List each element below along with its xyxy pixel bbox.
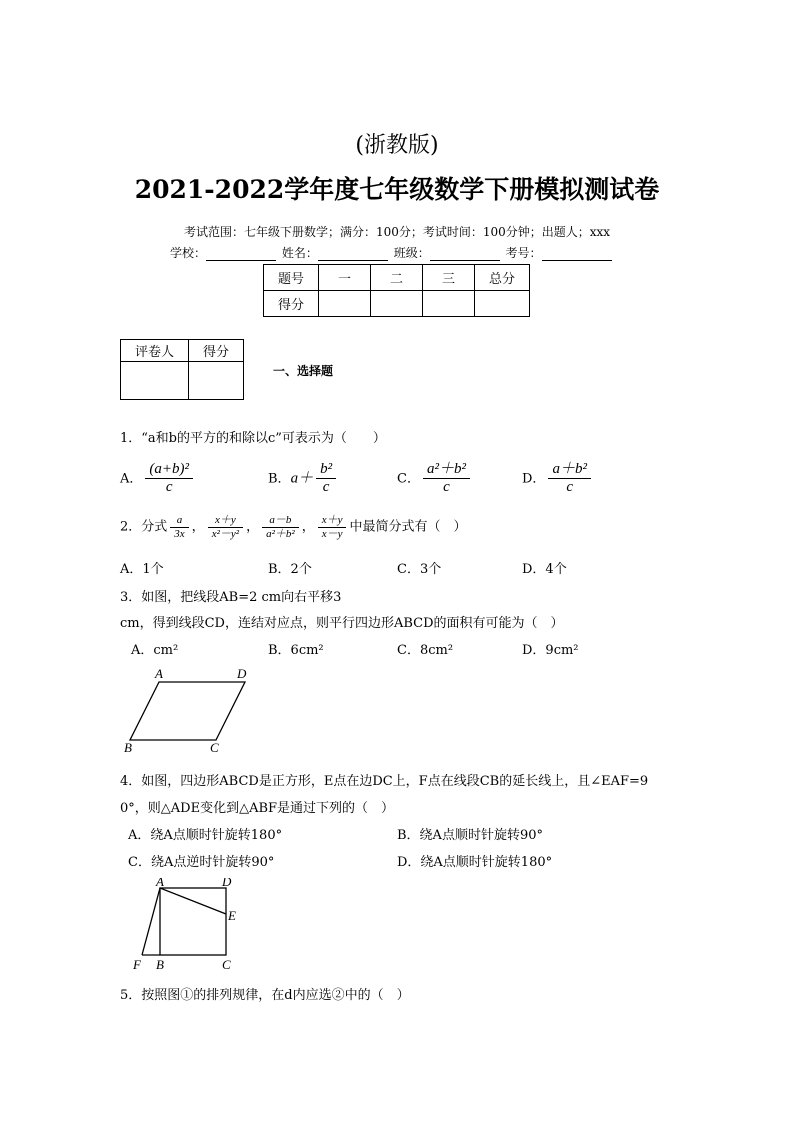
q4-option-b[interactable]: B．绕A点顺时针旋转90°	[397, 828, 543, 843]
exam-info: 考试范围：七年级下册数学；满分：100分；考试时间：100分钟；出题人；xxx	[183, 225, 611, 239]
separator: ，	[191, 519, 205, 535]
numerator: (a+b)²	[145, 461, 193, 479]
exam-no-blank[interactable]	[542, 260, 612, 261]
score-header-cell: 三	[423, 265, 475, 291]
grader-header-cell: 评卷人	[121, 340, 189, 362]
name-blank[interactable]	[318, 260, 388, 261]
score-row-label: 得分	[264, 291, 319, 317]
q2-option-b[interactable]: B．2个	[268, 562, 312, 577]
separator: ，	[246, 519, 260, 535]
numerator: a－b	[262, 514, 299, 528]
grader-cell[interactable]	[189, 362, 244, 400]
option-label: C．	[397, 471, 420, 487]
q4-stem-line1: 4．如图，四边形ABCD是正方形，E点在边DC上，F点在线段CB的延长线上，且∠EAF=9	[120, 774, 649, 789]
option-label: A．	[120, 471, 143, 487]
q2-option-a[interactable]: A．1个	[120, 562, 164, 577]
vertex-b-label: B	[124, 740, 132, 755]
grader-header-cell: 得分	[189, 340, 244, 362]
q1-option-d[interactable]	[522, 461, 594, 497]
q4-option-c[interactable]: C．绕A点逆时针旋转90°	[128, 855, 275, 870]
vertex-a-label: A	[156, 878, 164, 889]
vertex-c-label: C	[210, 740, 219, 755]
denominator: c	[566, 479, 574, 496]
q4-stem-line2: 0°，则△ADE变化到△ABF是通过下列的（ ）	[120, 801, 395, 816]
numerator: b²	[316, 461, 336, 479]
numerator: a²＋b²	[423, 461, 470, 479]
q3-stem-line1: 3．如图，把线段AB=2 cm向右平移3	[120, 590, 342, 605]
q4-option-d[interactable]: D．绕A点顺时针旋转180°	[397, 855, 553, 870]
school-label: 学校：	[170, 246, 207, 260]
score-table	[263, 264, 530, 317]
vertex-c-label: C	[222, 957, 231, 972]
school-blank[interactable]	[206, 260, 276, 261]
fraction	[145, 461, 193, 497]
denominator: x－y	[321, 527, 343, 540]
q3-option-a[interactable]: A．cm²	[131, 643, 179, 658]
vertex-b-label: B	[156, 957, 164, 972]
class-label: 班级：	[393, 246, 430, 260]
q2-prefix: 2．分式	[120, 519, 168, 535]
fraction	[423, 461, 470, 497]
vertex-f-label: F	[133, 957, 141, 972]
q1-option-b[interactable]	[268, 461, 339, 497]
square-abcd	[160, 888, 226, 955]
denominator: x²－y²	[211, 527, 240, 540]
q3-option-c[interactable]: C．8cm²	[397, 643, 454, 658]
q3-stem-line2: cm，得到线段CD，连结对应点，则平行四边形ABCD的面积有可能为（ ）	[120, 616, 564, 631]
denominator: c	[322, 479, 330, 496]
fraction	[316, 461, 336, 497]
score-cell[interactable]	[319, 291, 371, 317]
q1-option-a[interactable]	[120, 461, 196, 497]
q1-stem: 1．“a和b的平方的和除以c”可表示为（ ）	[120, 431, 386, 446]
class-blank[interactable]	[430, 260, 500, 261]
exam-title: 2021-2022学年度七年级数学下册模拟测试卷	[134, 175, 660, 204]
grader-cell[interactable]	[121, 362, 189, 400]
q4-square-figure	[128, 878, 243, 973]
denominator: 3x	[174, 527, 185, 540]
q2-option-d[interactable]: D．4个	[522, 562, 567, 577]
q2-suffix: 中最简分式有（ ）	[349, 519, 467, 535]
q2-option-c[interactable]: C．3个	[397, 562, 442, 577]
q3-option-d[interactable]: D．9cm²	[522, 643, 579, 658]
expression: a＋	[290, 470, 314, 487]
vertex-d-label: D	[237, 666, 247, 681]
score-cell[interactable]	[371, 291, 423, 317]
segment-af	[142, 888, 160, 955]
numerator: x＋y	[208, 514, 243, 528]
student-info-line	[170, 244, 612, 261]
score-header-cell: 总分	[475, 265, 530, 291]
score-cell[interactable]	[475, 291, 530, 317]
q5-stem: 5．按照图①的排列规律，在d内应选②中的（ ）	[120, 988, 410, 1003]
option-label: B．	[268, 471, 291, 487]
denominator: c	[165, 479, 173, 496]
fraction	[548, 461, 591, 497]
numerator: x＋y	[318, 514, 347, 528]
section-title: 一、选择题	[273, 364, 334, 378]
denominator: a²＋b²	[266, 527, 295, 540]
fraction	[318, 514, 347, 540]
name-label: 姓名：	[281, 246, 318, 260]
separator: ，	[301, 519, 315, 535]
q4-option-a[interactable]: A．绕A点顺时针旋转180°	[128, 828, 283, 843]
denominator: c	[443, 479, 450, 496]
parallelogram-shape	[130, 682, 245, 740]
exam-no-label: 考号：	[505, 246, 542, 260]
grader-table	[120, 339, 244, 400]
q2-stem	[120, 514, 466, 540]
q1-option-c[interactable]	[397, 461, 473, 497]
vertex-a-label: A	[155, 666, 163, 681]
score-cell[interactable]	[423, 291, 475, 317]
score-header-cell: 二	[371, 265, 423, 291]
fraction	[170, 514, 188, 540]
segment-ae	[160, 888, 226, 914]
edition-label: (浙教版)	[355, 133, 439, 158]
q3-option-b[interactable]: B．6cm²	[268, 643, 324, 658]
q3-parallelogram-figure	[115, 664, 260, 756]
numerator: a＋b²	[548, 461, 591, 479]
vertex-e-label: E	[228, 908, 236, 923]
score-header-cell: 题号	[264, 265, 319, 291]
vertex-d-label: D	[222, 878, 232, 889]
numerator: a	[170, 514, 188, 528]
option-label: D．	[522, 471, 546, 487]
fraction	[262, 514, 299, 540]
fraction	[208, 514, 243, 540]
score-header-cell: 一	[319, 265, 371, 291]
